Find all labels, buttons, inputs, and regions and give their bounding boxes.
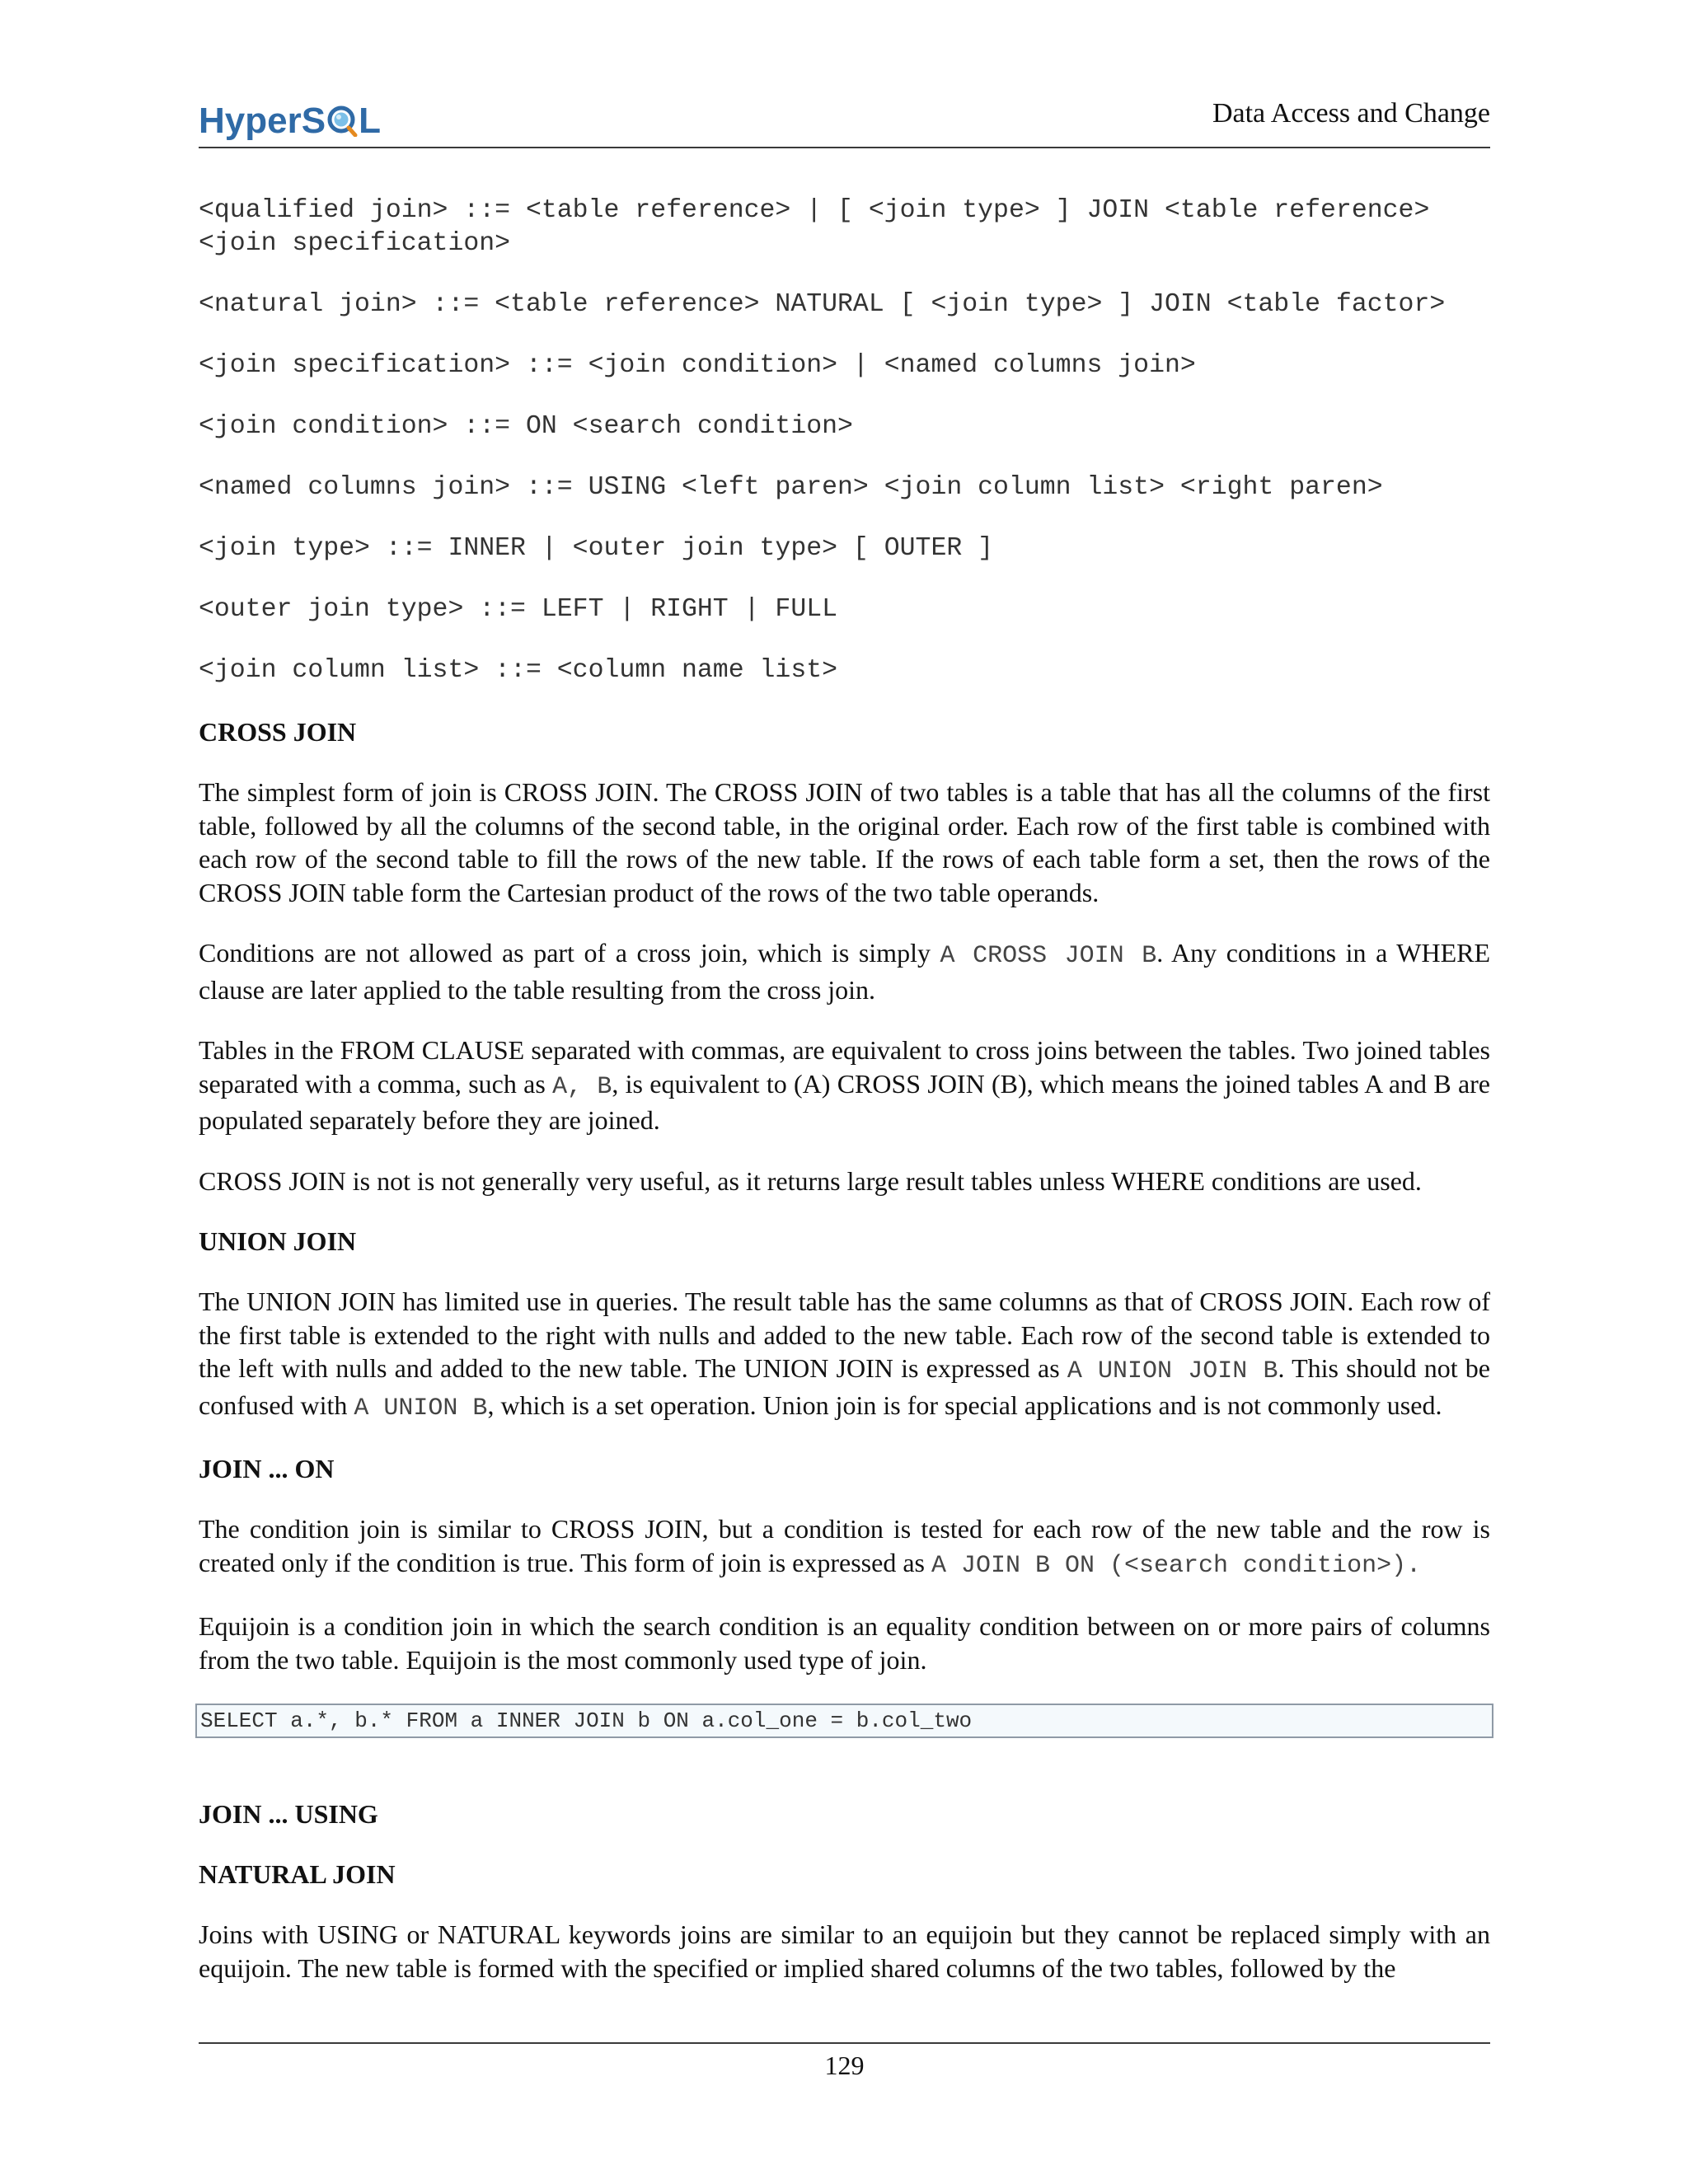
- inline-code: A UNION B: [354, 1394, 488, 1422]
- code-example: SELECT a.*, b.* FROM a INNER JOIN b ON a.col_one = b.col_two: [195, 1704, 1493, 1738]
- page-footer: [199, 2042, 1490, 2082]
- page-header: [199, 92, 1490, 148]
- grammar-rule: <join condition> ::= ON <search condition>: [199, 412, 853, 441]
- grammar-rule: <qualified join> ::= <table reference> | [ <join type> ] JOIN <table reference> <join specification>: [199, 196, 1446, 258]
- natural-join-paragraph: Joins with USING or NATURAL keywords joins are similar to an equijoin but they cannot be replaced simply with an equijoin. The new table is formed with the specified or implied shared columns of the two tables, followed by the: [199, 1919, 1490, 1983]
- union-join-heading: UNION JOIN: [199, 1226, 357, 1256]
- equijoin-paragraph: Equijoin is a condition join in which the search condition is an equality condition between on or more pairs of columns from the two table. Equijoin is the most commonly used type of join.: [199, 1611, 1490, 1675]
- grammar-rule: <join specification> ::= <join condition> | <named columns join>: [199, 351, 1196, 380]
- join-using-heading: JOIN ... USING: [199, 1799, 378, 1829]
- cross-join-conditions-paragraph: [199, 936, 1490, 1006]
- cross-join-usefulness-paragraph: CROSS JOIN is not is not generally very useful, as it returns large result tables unless WHERE conditions are used.: [199, 1165, 1422, 1196]
- grammar-rule: <named columns join> ::= USING <left paren> <join column list> <right paren>: [199, 473, 1383, 502]
- text-run: The condition join is similar to CROSS JOIN, but a condition is tested for each row of the new table and the row is created only if the condition is true. This form of join is expressed as: [199, 1514, 1490, 1577]
- text-run: . Any conditions in a WHERE clause are later applied to the table resulting from the cross join.: [199, 938, 1490, 1005]
- hypersql-logo: [199, 101, 381, 142]
- text-run: , which is a set operation. Union join is for special applications and is not commonly used.: [487, 1390, 1442, 1420]
- inline-code: A UNION JOIN B: [1067, 1357, 1278, 1385]
- inline-code: A CROSS JOIN B: [940, 942, 1157, 970]
- grammar-rule: <outer join type> ::= LEFT | RIGHT | FULL: [199, 595, 838, 624]
- logo-text-start: HyperS: [199, 101, 326, 141]
- text-run: Conditions are not allowed as part of a cross join, which is simply: [199, 938, 940, 968]
- join-on-heading: JOIN ... ON: [199, 1454, 335, 1483]
- text-run: The UNION JOIN has limited use in queries. The result table has the same columns as that of CROSS JOIN. Each row of the first table is extended to the right with nulls and added to the new table. Each row of the second table is extended to the left with nulls and added to the new table. The UNION JOIN is expressed as: [199, 1286, 1490, 1383]
- grammar-rule: <natural join> ::= <table reference> NATURAL [ <join type> ] JOIN <table factor>: [199, 290, 1446, 319]
- page-content: [199, 194, 1490, 2012]
- union-join-paragraph: [199, 1285, 1490, 1425]
- text-run: , is equivalent to (A) CROSS JOIN (B), which means the joined tables A and B are populated separately before they are joined.: [199, 1068, 1491, 1135]
- inline-code: A JOIN B ON (<search condition>).: [931, 1551, 1422, 1580]
- cross-join-heading: CROSS JOIN: [199, 717, 357, 747]
- cross-join-paragraph: The simplest form of join is CROSS JOIN. The CROSS JOIN of two tables is a table that has all the columns of the first table, followed by all the columns of the second table, in the original order. Each row of the first table is combined with each row of the second table to fill the rows of the new table. If the rows of each table form a set, then the rows of the CROSS JOIN table form the Cartesian product of the rows of the two table operands.: [199, 777, 1490, 907]
- grammar-rule: <join column list> ::= <column name list>: [199, 656, 838, 685]
- natural-join-heading: NATURAL JOIN: [199, 1859, 396, 1889]
- grammar-rule: <join type> ::= INNER | <outer join type> [ OUTER ]: [199, 534, 994, 563]
- document-page: [199, 0, 1490, 2184]
- text-run: Tables in the FROM CLAUSE separated with commas, are equivalent to cross joins between the tables. Two joined tables separated with a comma, such as: [199, 1035, 1490, 1099]
- text-run: . This should not be confused with: [199, 1353, 1491, 1420]
- magnifier-q-icon: [326, 104, 358, 137]
- section-title: Data Access and Change: [1212, 98, 1490, 129]
- page-number: 129: [824, 2050, 865, 2080]
- cross-join-commas-paragraph: [199, 1033, 1490, 1137]
- logo-text-end: L: [359, 101, 381, 141]
- inline-code: A, B: [552, 1072, 612, 1101]
- join-on-paragraph: [199, 1512, 1490, 1582]
